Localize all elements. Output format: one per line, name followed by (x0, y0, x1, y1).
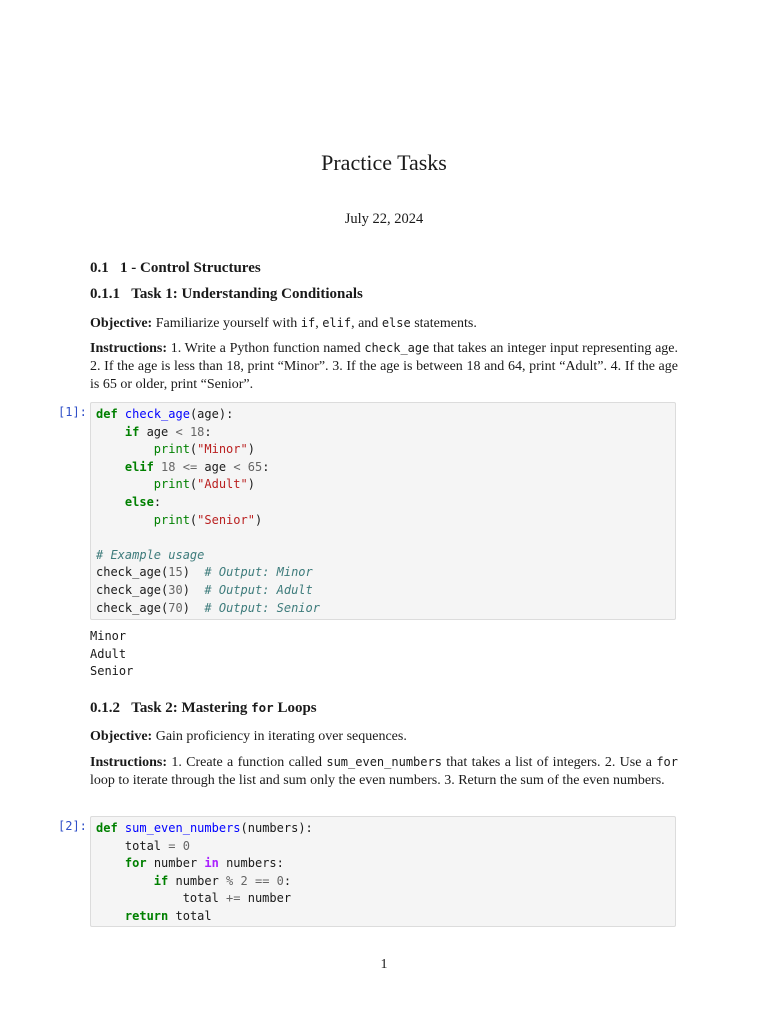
objective-label: Objective: (90, 316, 153, 331)
task2-instructions (90, 753, 678, 790)
objective-text: , and (351, 316, 382, 331)
inline-code: for (656, 755, 679, 769)
task2-title: Loops (273, 700, 317, 716)
section-heading (90, 260, 261, 277)
inline-code: else (381, 316, 411, 330)
page-number: 1 (380, 957, 388, 972)
cell-prompt: [2]: (58, 819, 87, 833)
output-line: Minor (90, 629, 127, 643)
task2-title: Task 2: Mastering (131, 700, 252, 716)
task1-title: Task 1: Understanding Conditionals (131, 286, 363, 302)
task2-title-code: for (251, 700, 274, 715)
output-line: Adult (90, 646, 127, 661)
instructions-text: 1. Create a function called (167, 755, 327, 770)
instructions-text: loop to iterate through the list and sum only the even numbers. 3. Return the sum of the even numbers. (90, 773, 665, 788)
instructions-text: 1. Write a Python function named (167, 341, 365, 356)
code-cell-sum-even-numbers[interactable] (90, 816, 676, 927)
task1-instructions (90, 339, 678, 394)
instructions-label: Instructions: (90, 755, 168, 770)
task1-heading (90, 286, 363, 303)
objective-text: statements. (410, 316, 477, 331)
inline-code: check_age (364, 341, 430, 355)
section-title: 1 - Control Structures (120, 260, 261, 276)
task2-heading (90, 700, 317, 717)
instructions-label: Instructions: (90, 341, 168, 356)
output-line: Senior (90, 664, 134, 679)
inline-code: elif (322, 316, 352, 330)
cell-output (90, 628, 133, 681)
task2-number: 0.1.2 (90, 700, 120, 716)
objective-text: Familiarize yourself with (155, 316, 301, 331)
code-block: def sum_even_numbers(numbers): total = 0 for number in numbers: if number % 2 == 0: total += number return total (96, 821, 313, 923)
task1-number: 0.1.1 (90, 286, 120, 302)
document-date: July 22, 2024 (344, 211, 424, 227)
instructions-text: that takes a list of integers. 2. Use a (441, 755, 657, 770)
code-cell-check-age[interactable] (90, 402, 676, 620)
objective-text: , (315, 316, 323, 331)
cell-prompt: [1]: (58, 405, 87, 419)
code-block: def check_age(age): if age < 18: print("Minor") elif 18 <= age < 65: print("Adult") else: print("Senior") # Example usage check_age(15) # Output: Minor check_age(30) # Output: Adult check_age(70) # Output: Senior (96, 407, 320, 615)
task2-objective (90, 728, 678, 746)
inline-code: sum_even_numbers (326, 755, 442, 769)
objective-text: Gain proficiency in iterating over sequences. (152, 729, 407, 744)
instructions-text: that takes an integer input representing age. 2. If the age is less than 18, print “Minor”. 3. If the age is between 18 and 64, print “Adult”. 4. If the age is 65 or older, print “Senior”. (90, 341, 678, 392)
task1-objective (90, 314, 678, 333)
inline-code: if (300, 316, 316, 330)
objective-label: Objective: (90, 729, 153, 744)
document-title: Practice Tasks (321, 150, 447, 175)
section-number: 0.1 (90, 260, 109, 276)
